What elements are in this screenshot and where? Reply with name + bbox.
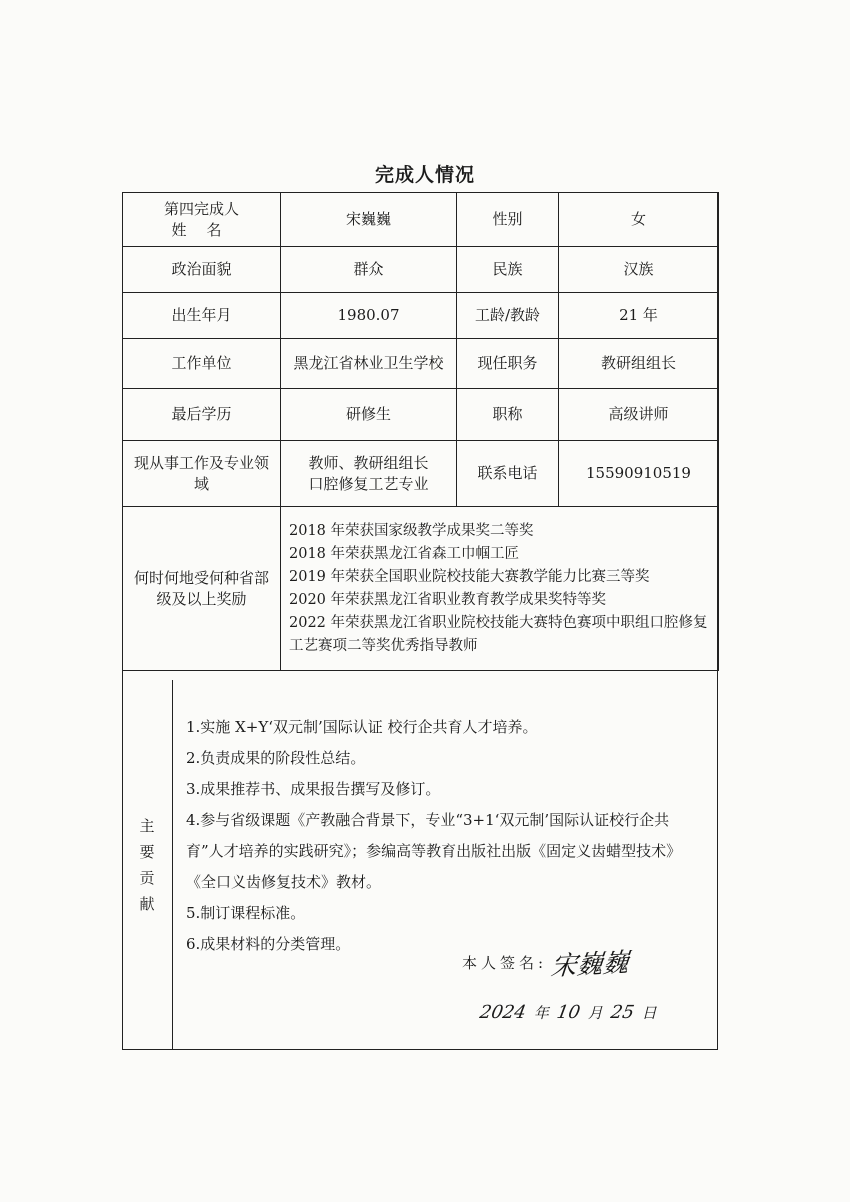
row-birth — [123, 293, 719, 339]
contrib-divider — [172, 680, 173, 1050]
row-awards — [123, 507, 719, 671]
position-value: 教研组组长 — [559, 339, 719, 389]
political-value: 群众 — [281, 247, 457, 293]
date-month: 10 — [554, 1002, 582, 1023]
contrib-item: 1.实施 X+Y‘双元制’国际认证 校行企共育人才培养。 — [186, 718, 538, 736]
award-item: 2018 年荣获国家级教学成果奖二等奖 — [289, 522, 534, 539]
service-value: 21 年 — [559, 293, 719, 339]
title-label: 职称 — [457, 389, 559, 441]
page-title: 完成人情况 — [374, 164, 475, 186]
ethnicity-label: 民族 — [457, 247, 559, 293]
title-value: 高级讲师 — [559, 389, 719, 441]
political-label: 政治面貌 — [123, 247, 281, 293]
info-table — [122, 192, 719, 671]
contrib-item: 6.成果材料的分类管理。 — [186, 935, 351, 953]
date-month-unit: 月 — [587, 1004, 603, 1022]
phone-value: 15590910519 — [559, 441, 719, 507]
row-education — [123, 389, 719, 441]
contrib-label-text: 主要贡献 — [139, 817, 155, 913]
award-item: 2018 年荣获黑龙江省森工巾帼工匠 — [289, 545, 520, 562]
signature: 宋巍巍 — [549, 947, 631, 983]
name-value: 宋巍巍 — [281, 193, 457, 247]
field-label: 现从事工作及专业领域 — [123, 441, 281, 507]
education-label: 最后学历 — [123, 389, 281, 441]
date-year: 2024 — [478, 1002, 528, 1023]
ethnicity-value: 汉族 — [559, 247, 719, 293]
gender-value: 女 — [559, 193, 719, 247]
award-item: 2019 年荣获全国职业院校技能大赛教学能力比赛三等奖 — [289, 568, 650, 585]
contrib-label — [122, 680, 172, 1050]
name-label-line2: 姓名 — [171, 220, 242, 239]
contrib-list — [186, 712, 696, 960]
education-value: 研修生 — [281, 389, 457, 441]
unit-value: 黑龙江省林业卫生学校 — [281, 339, 457, 389]
award-item: 2020 年荣获黑龙江省职业教育教学成果奖特等奖 — [289, 591, 607, 608]
date-day-unit: 日 — [641, 1004, 657, 1022]
birth-label: 出生年月 — [123, 293, 281, 339]
field-line1: 教师、教研组组长 — [308, 453, 429, 472]
name-label — [123, 193, 281, 247]
date-day: 25 — [608, 1002, 636, 1023]
field-value — [281, 441, 457, 507]
position-label: 现任职务 — [457, 339, 559, 389]
awards-list — [281, 507, 719, 671]
unit-label: 工作单位 — [123, 339, 281, 389]
award-item: 2022 年荣获黑龙江省职业院校技能大赛特色赛项中职组口腔修复工艺赛项二等奖优秀指导教师 — [289, 614, 708, 654]
contrib-item: 2.负责成果的阶段性总结。 — [186, 749, 366, 767]
awards-label: 何时何地受何种省部级及以上奖励 — [123, 507, 281, 671]
contrib-item: 5.制订课程标准。 — [186, 904, 306, 922]
birth-value: 1980.07 — [281, 293, 457, 339]
phone-label: 联系电话 — [457, 441, 559, 507]
contrib-item: 4.参与省级课题《产教融合背景下，专业“3+1‘双元制’国际认证校行企共育”人才培养的实践研究》；参编高等教育出版社出版《固定义齿蜡型技术》《全口义齿修复技术》教材。 — [186, 811, 682, 891]
gender-label: 性别 — [457, 193, 559, 247]
row-field — [123, 441, 719, 507]
row-unit — [123, 339, 719, 389]
contrib-item: 3.成果推荐书、成果报告撰写及修订。 — [186, 780, 441, 798]
sign-date — [480, 1002, 657, 1023]
date-year-unit: 年 — [533, 1004, 549, 1022]
signature-row — [462, 944, 629, 981]
row-political — [123, 247, 719, 293]
service-label: 工龄/教龄 — [457, 293, 559, 339]
name-label-line1: 第四完成人 — [163, 199, 239, 218]
signature-label: 本人签名: — [462, 954, 548, 972]
row-name — [123, 193, 719, 247]
field-line2: 口腔修复工艺专业 — [308, 474, 429, 493]
